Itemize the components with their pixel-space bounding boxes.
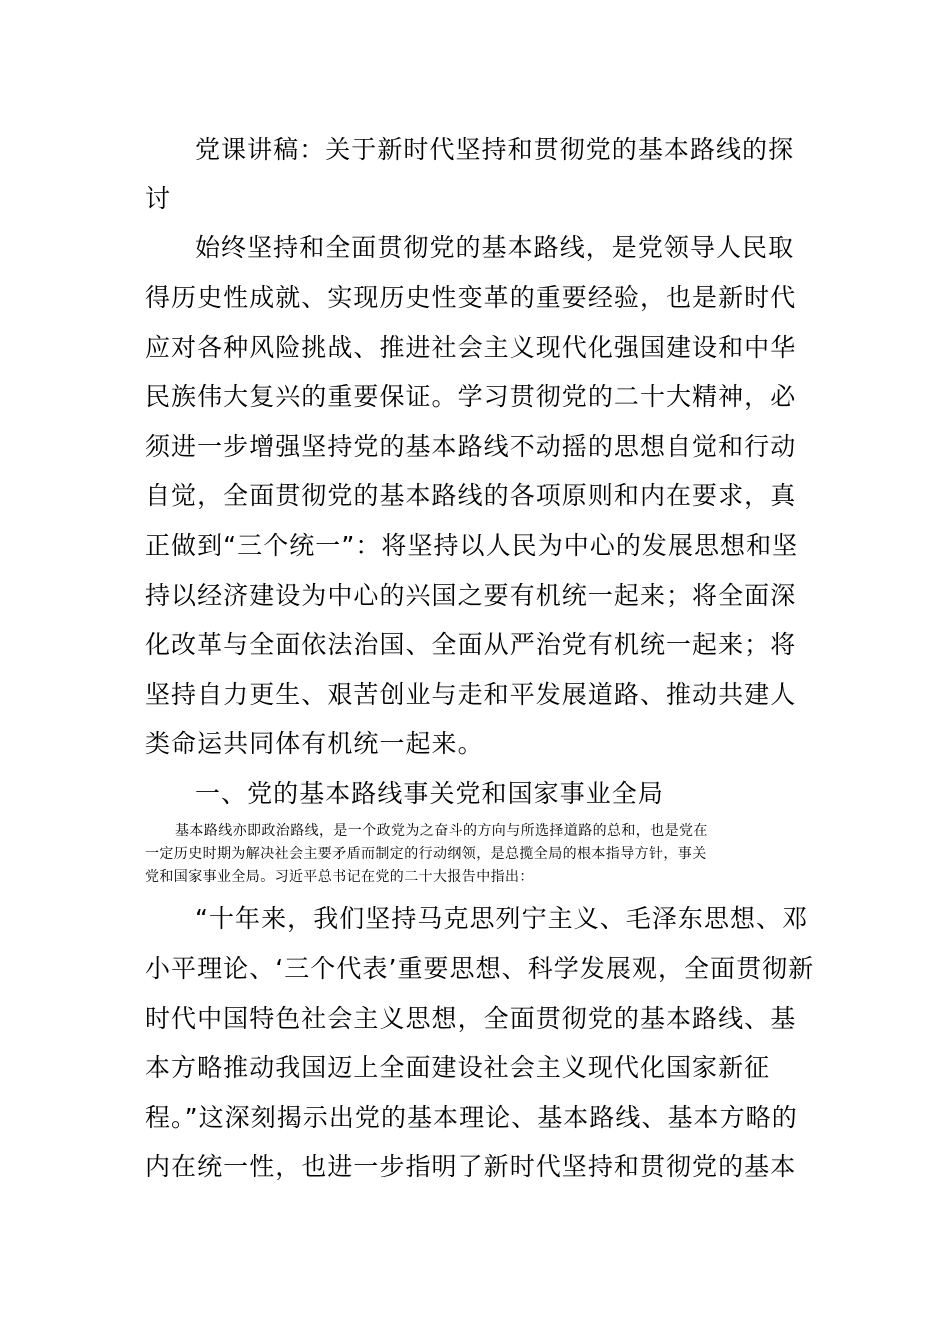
quote-line-4: 本方略推动我国迈上全面建设社会主义现代化国家新征: [145, 1053, 771, 1082]
quote-line-3: 时代中国特色社会主义思想，全面贯彻党的基本路线、基: [145, 1004, 797, 1033]
quote-line-2: 小平理论、‘三个代表’重要思想、科学发展观，全面贯彻新: [145, 954, 815, 983]
intro-line-4: 民族伟大复兴的重要保证。学习贯彻党的二十大精神，必: [145, 382, 797, 411]
intro-line-3: 应对各种风险挑战、推进社会主义现代化强国建设和中华: [145, 333, 797, 362]
title-line-2: 讨: [145, 184, 172, 213]
small-line-3: 党和国家事业全局。习近平总书记在党的二十大报告中指出：: [145, 869, 534, 885]
intro-line-11: 类命运共同体有机统一起来。: [145, 729, 484, 758]
intro-line-1: 始终坚持和全面贯彻党的基本路线，是党领导人民取: [195, 233, 795, 262]
title-line-1: 党课讲稿：关于新时代坚持和贯彻党的基本路线的探: [195, 135, 795, 164]
small-line-2: 一定历史时期为解决社会主要矛盾而制定的行动纲领，是总揽全局的根本指导方针，事关: [145, 846, 707, 862]
section-heading: 一、党的基本路线事关党和国家事业全局: [195, 779, 664, 808]
intro-line-10: 坚持自力更生、艰苦创业与走和平发展道路、推动共建人: [145, 680, 797, 709]
intro-line-9: 化改革与全面依法治国、全面从严治党有机统一起来；将: [145, 630, 797, 659]
intro-line-6: 自觉，全面贯彻党的基本路线的各项原则和内在要求，真: [145, 481, 797, 510]
quote-line-5: 程。”这深刻揭示出党的基本理论、基本路线、基本方略的: [145, 1103, 798, 1132]
quote-line-6: 内在统一性，也进一步指明了新时代坚持和贯彻党的基本: [145, 1152, 797, 1181]
intro-line-2: 得历史性成就、实现历史性变革的重要经验，也是新时代: [145, 283, 797, 312]
intro-line-8: 持以经济建设为中心的兴国之要有机统一起来；将全面深: [145, 581, 797, 610]
quote-line-1: “十年来，我们坚持马克思列宁主义、毛泽东思想、邓: [195, 904, 809, 933]
intro-line-7: 正做到“三个统一”：将坚持以人民为中心的发展思想和坚: [145, 531, 799, 560]
intro-line-5: 须进一步增强坚持党的基本路线不动摇的思想自觉和行动: [145, 432, 797, 461]
small-line-1: 基本路线亦即政治路线，是一个政党为之奋斗的方向与所选择道路的总和，也是党在: [175, 823, 708, 839]
